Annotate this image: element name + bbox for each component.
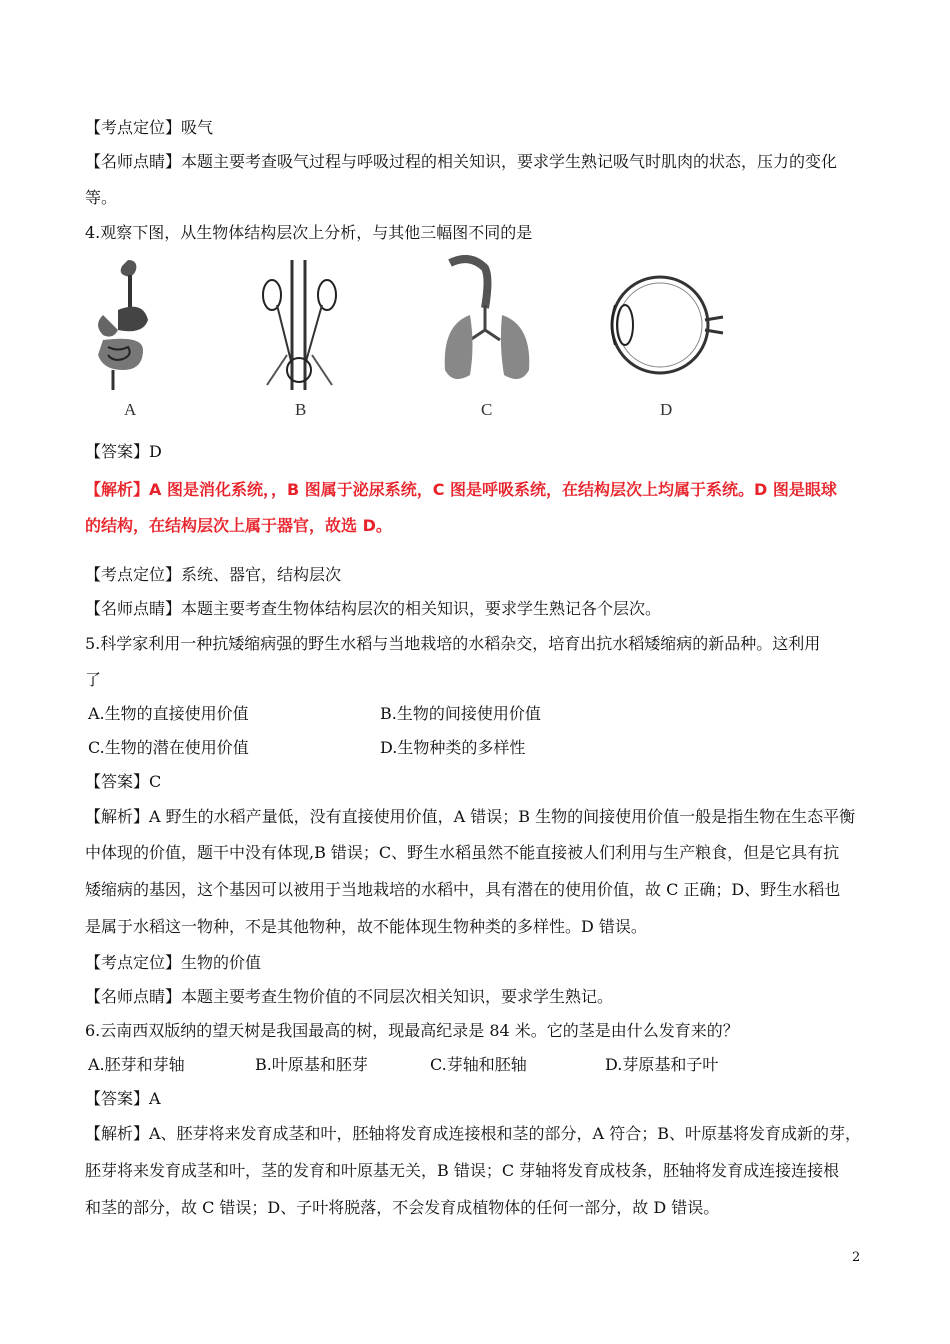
- q4-dianjing: 【名师点睛】本题主要考查生物体结构层次的相关知识，要求学生熟记各个层次。: [85, 599, 662, 618]
- figure-label-a: A: [124, 400, 137, 419]
- q5-option-a: A.生物的直接使用价值: [88, 704, 249, 723]
- q5-jiexi-line1: 【解析】A 野生的水稻产量低，没有直接使用价值，A 错误；B 生物的间接使用价值一般是指生物在生态平衡: [85, 807, 856, 826]
- q6-jiexi-line1: 【解析】A、胚芽将来发育成茎和叶，胚轴将发育成连接根和茎的部分，A 符合；B、叶原基将发育成新的芽，: [85, 1124, 861, 1143]
- digestive-system-icon: [88, 255, 158, 395]
- q6-jiexi-line2: 胚芽将来发育成茎和叶，茎的发育和叶原基无关，B 错误；C 芽轴将发育成枝条，胚轴将发育成连接连接根: [85, 1161, 840, 1180]
- page-number: 2: [852, 1250, 861, 1265]
- q4-kaodian: 【考点定位】系统、器官，结构层次: [85, 565, 342, 584]
- q6-option-a: A.胚芽和芽轴: [88, 1055, 185, 1074]
- q5-jiexi-line4: 是属于水稻这一物种，不是其他物种，故不能体现生物种类的多样性。D 错误。: [85, 917, 647, 936]
- figure-label-b: B: [295, 400, 307, 419]
- q6-stem: 6.云南西双版纳的望天树是我国最高的树，现最高纪录是 84 米。它的茎是由什么发育来的？: [85, 1021, 739, 1040]
- q5-stem-line1: 5.科学家利用一种抗矮缩病强的野生水稻与当地栽培的水稻杂交，培育出抗水稻矮缩病的新品种。这利用: [85, 634, 821, 653]
- q5-option-b: B.生物的间接使用价值: [380, 704, 541, 723]
- q6-jiexi-line3: 和茎的部分，故 C 错误；D、子叶将脱落，不会发育成植物体的任何一部分，故 D 错误。: [85, 1198, 720, 1217]
- eyeball-icon: [605, 255, 725, 395]
- q5-kaodian: 【考点定位】生物的价值: [85, 953, 262, 972]
- q5-dianjing: 【名师点睛】本题主要考查生物价值的不同层次相关知识，要求学生熟记。: [85, 987, 614, 1006]
- q6-answer: 【答案】A: [85, 1089, 161, 1108]
- q5-option-d: D.生物种类的多样性: [380, 738, 526, 757]
- q6-option-b: B.叶原基和胚芽: [255, 1055, 368, 1074]
- q3-dianjing-line1: 【名师点睛】本题主要考查吸气过程与呼吸过程的相关知识，要求学生熟记吸气时肌肉的状态，压力的变化: [85, 152, 838, 171]
- q4-jiexi-line1: 【解析】A 图是消化系统，，B 图属于泌尿系统，C 图是呼吸系统，在结构层次上均属于系统。D 图是眼球: [85, 480, 837, 499]
- figure-label-c: C: [481, 400, 493, 419]
- q3-kaodian: 【考点定位】吸气: [85, 118, 214, 137]
- q6-option-c: C.芽轴和胚轴: [430, 1055, 527, 1074]
- q4-stem: 4.观察下图，从生物体结构层次上分析，与其他三幅图不同的是: [85, 223, 533, 242]
- q5-option-c: C.生物的潜在使用价值: [88, 738, 249, 757]
- respiratory-system-icon: [440, 255, 535, 395]
- q5-jiexi-line3: 矮缩病的基因，这个基因可以被用于当地栽培的水稻中，具有潜在的使用价值，故 C 正确；D、野生水稻也: [85, 880, 841, 899]
- q5-answer: 【答案】C: [85, 772, 162, 791]
- q4-answer: 【答案】D: [85, 442, 162, 461]
- urinary-system-icon: [257, 255, 342, 395]
- q5-stem-line2: 了: [85, 670, 102, 689]
- figure-label-d: D: [660, 400, 673, 419]
- q4-jiexi-line2: 的结构，在结构层次上属于器官，故选 D。: [85, 516, 392, 535]
- q3-dianjing-line2: 等。: [85, 188, 118, 207]
- q5-jiexi-line2: 中体现的价值，题干中没有体现,B 错误；C、野生水稻虽然不能直接被人们利用与生产粮食，但是它具有抗: [85, 843, 840, 862]
- q6-option-d: D.芽原基和子叶: [605, 1055, 719, 1074]
